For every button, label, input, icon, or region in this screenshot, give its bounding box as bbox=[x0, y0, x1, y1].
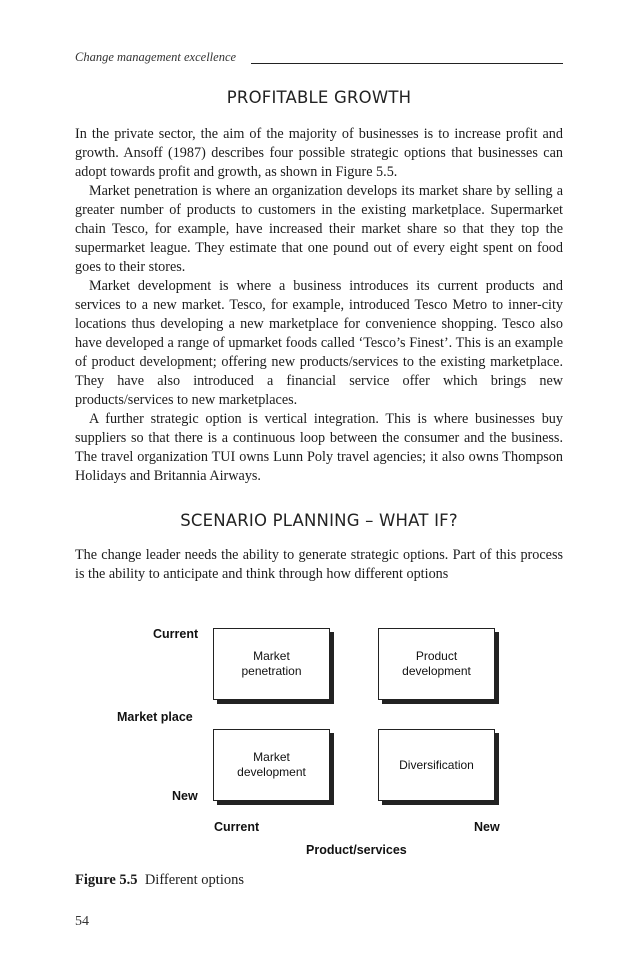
y-top-label: Current bbox=[153, 627, 199, 641]
box-line: Product bbox=[415, 649, 458, 663]
box-product-development bbox=[378, 628, 495, 700]
section-heading-scenario-planning: SCENARIO PLANNING – WHAT IF? bbox=[180, 511, 458, 530]
y-axis-title: Market place bbox=[117, 710, 193, 724]
box-market-penetration bbox=[213, 628, 330, 700]
box-line: Market bbox=[253, 649, 290, 663]
paragraph: Market development is where a business introduces its current products and services to a new market. Tesco, for example, introduced Tesco Metro to inner-city locations thus developing a new marketplace for convenience shopping. Tesco also have developed a range of upmarket foods called ‘Tesco’s Finest’. This is an example of product development; offering new products/services to the existing marketplace. They have also introduced a financial service offer which brings new products/services to new marketplaces. bbox=[75, 278, 563, 408]
box-line: penetration bbox=[241, 664, 302, 678]
box-line: development bbox=[237, 765, 306, 779]
x-left-label: Current bbox=[214, 820, 260, 834]
box-line: development bbox=[402, 664, 471, 678]
running-title: Change management excellence bbox=[75, 50, 240, 65]
caption-number: Figure 5.5 bbox=[75, 872, 138, 888]
paragraph: The change leader needs the ability to generate strategic options. Part of this process is the ability to anticipate and think through how different options bbox=[75, 547, 563, 582]
x-right-label: New bbox=[474, 820, 500, 834]
x-axis-title: Product/services bbox=[306, 843, 407, 857]
box-market-development bbox=[213, 729, 330, 801]
caption-text: Different options bbox=[144, 872, 245, 888]
box-diversification bbox=[378, 729, 495, 801]
section-heading-profitable-growth: PROFITABLE GROWTH bbox=[226, 88, 412, 107]
y-bottom-label: New bbox=[172, 789, 198, 803]
box-line: Diversification bbox=[399, 757, 474, 772]
page-number: 54 bbox=[75, 914, 89, 929]
paragraph: A further strategic option is vertical integration. This is where businesses buy suppliers so that there is a continuous loop between the consumer and the business. The travel organization TUI owns Lunn Poly travel agencies; it also owns Thompson Holidays and Britannia Airways. bbox=[75, 411, 563, 484]
figure-caption bbox=[75, 872, 244, 889]
paragraph: Market penetration is where an organization develops its market share by selling a greater number of products to customers in the existing marketplace. Supermarket chain Tesco, for example, have increased their market share so that they top the supermarket league. They estimate that one pound out of every eight spent on food goes to their stores. bbox=[75, 183, 563, 275]
paragraph: In the private sector, the aim of the majority of businesses is to increase profit and growth. Ansoff (1987) describes four possible strategic options that businesses can adopt towards profit and growth, as shown in Figure 5.5. bbox=[75, 126, 563, 180]
box-line: Market bbox=[253, 750, 290, 764]
